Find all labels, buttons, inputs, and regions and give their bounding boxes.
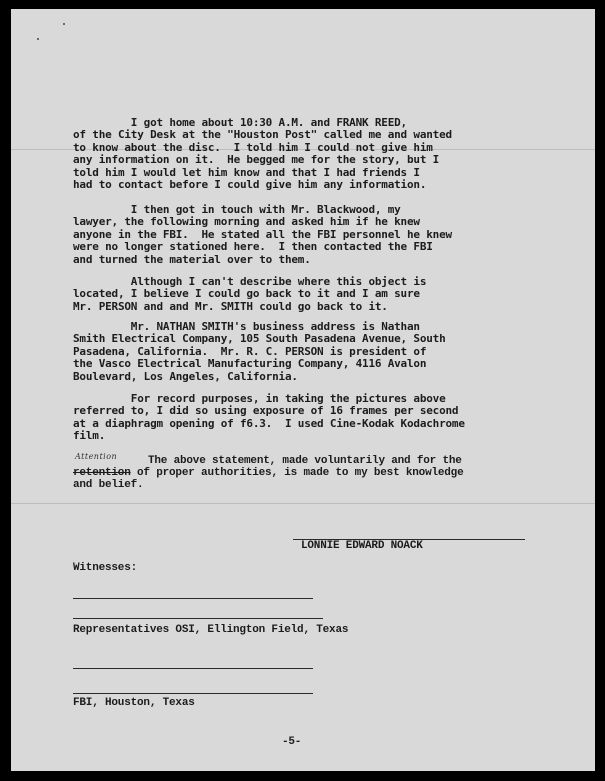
witnesses-label: Witnesses: — [73, 562, 138, 574]
statement-line-2 — [73, 467, 463, 479]
witness1-underline — [73, 618, 323, 619]
statement-line-1: The above statement, made voluntarily and for the — [148, 455, 462, 467]
fold-line — [11, 503, 595, 504]
paragraph-photo-details: For record purposes, in taking the pictures above referred to, I did so using exposure of 16 frames per second at a diaphragm opening of f6.3. I used Cine-Kodak Kodachrome film. — [73, 392, 465, 443]
paragraph-fbi-contact: I then got in touch with Mr. Blackwood, my lawyer, the following morning and asked him if he knew anyone in the FBI. He stated all the FBI personnel he knew were no longer stationed here. I then contacted the FBI and turned the material over to them. — [73, 203, 452, 266]
paragraph-addresses: Mr. NATHAN SMITH's business address is Nathan Smith Electrical Company, 105 South Pasadena Avenue, South Pasadena, California. Mr. R. C. PERSON is president of the Vasco Electrical Manufacturing Company, 4116 Avalon Boulevard, Los Angeles, California. — [73, 320, 446, 383]
witness2-signature-line — [73, 668, 313, 669]
scan-speck — [37, 38, 39, 40]
paragraph-phone-call: I got home about 10:30 A.M. and FRANK REED, of the City Desk at the "Houston Post" called me and wanted to know about the disc. I told him I could not give him any information on it. He begged me for the story, but I told him I would let him know and that I had friends I had to contact before I could give him any information. — [73, 116, 452, 192]
paragraph-object-location: Although I can't describe where this object is located, I believe I could go back to it and I am sure Mr. PERSON and and Mr. SMITH could go back to it. — [73, 275, 427, 313]
statement-line-2-text: of proper authorities, is made to my best knowledge — [130, 467, 464, 479]
statement-line-3: and belief. — [73, 479, 144, 491]
witness2-underline — [73, 693, 313, 694]
signature-name: LONNIE EDWARD NOACK — [301, 540, 423, 552]
witness1-signature-line — [73, 598, 313, 599]
struck-word: retention — [73, 467, 131, 479]
witness1-title: Representatives OSI, Ellington Field, Texas — [73, 624, 349, 636]
witness2-title: FBI, Houston, Texas — [73, 697, 195, 709]
scan-speck — [63, 23, 65, 25]
handwritten-annotation: Attention — [75, 452, 118, 461]
page-number: -5- — [282, 736, 302, 748]
document-page — [11, 9, 595, 771]
